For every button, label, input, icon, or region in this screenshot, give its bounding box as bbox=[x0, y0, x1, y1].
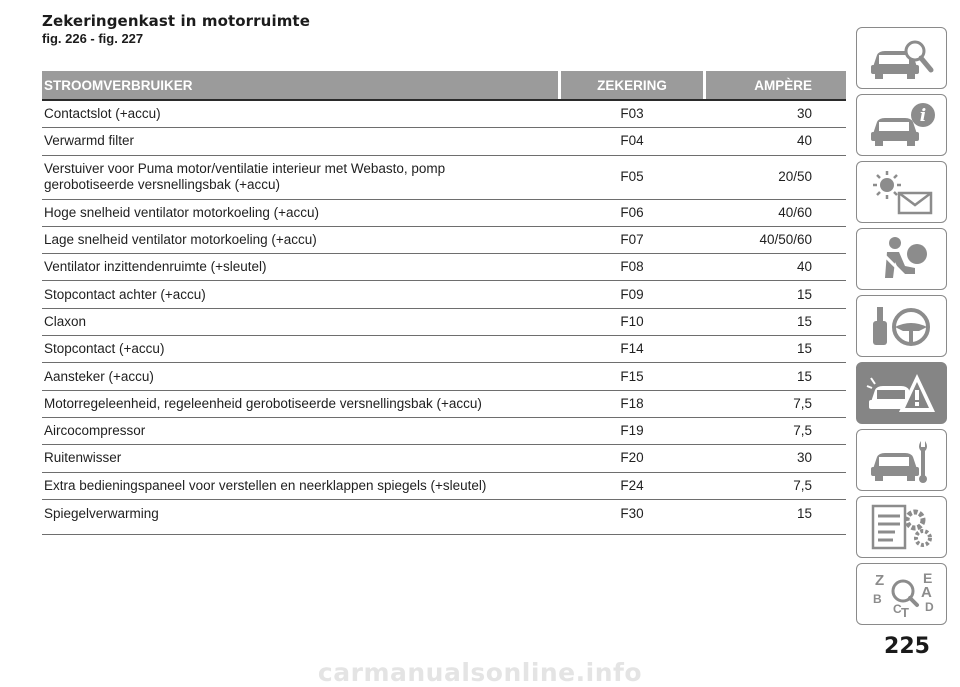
index-letter: B bbox=[872, 592, 882, 606]
car-wrench-icon bbox=[865, 435, 939, 485]
header-consumer: STROOMVERBRUIKER bbox=[42, 71, 558, 99]
cell-fuse: F03 bbox=[620, 106, 644, 122]
cell-fuse: F06 bbox=[620, 204, 644, 220]
cell-fuse: F10 bbox=[620, 313, 644, 329]
cell-ampere: 30 bbox=[796, 450, 812, 466]
table-header bbox=[42, 71, 846, 101]
cell-fuse: F15 bbox=[620, 368, 644, 384]
car-info-icon bbox=[865, 100, 939, 150]
cell-fuse: F19 bbox=[620, 423, 644, 439]
table-row bbox=[42, 227, 846, 254]
cell-fuse: F18 bbox=[620, 395, 644, 411]
car-warning-triangle-icon bbox=[865, 368, 939, 418]
table-row bbox=[42, 363, 846, 390]
header-fuse: ZEKERING bbox=[561, 71, 703, 99]
cell-consumer: Motorregeleenheid, regeleenheid gerobotiseerde versnellingsbak (+accu) bbox=[44, 395, 482, 411]
cell-fuse: F07 bbox=[620, 232, 644, 248]
cell-ampere: 40 bbox=[796, 259, 812, 275]
cell-consumer: Verwarmd filter bbox=[44, 133, 135, 149]
cell-consumer: Lage snelheid ventilator motorkoeling (+accu) bbox=[44, 232, 317, 248]
index-letter: C bbox=[892, 602, 902, 616]
index-letter: A bbox=[920, 584, 932, 601]
cell-fuse: F04 bbox=[620, 133, 644, 149]
figure-reference: fig. 226 - fig. 227 bbox=[42, 31, 144, 46]
key-steering-wheel-icon bbox=[865, 301, 939, 351]
index-letter: Z bbox=[874, 572, 884, 589]
cell-consumer: Stopcontact achter (+accu) bbox=[44, 286, 206, 302]
tab-specifications[interactable] bbox=[856, 496, 947, 558]
page-number: 225 bbox=[884, 634, 930, 659]
cell-ampere: 30 bbox=[796, 106, 812, 122]
index-letter: T bbox=[900, 605, 909, 619]
cell-consumer: Aansteker (+accu) bbox=[44, 368, 154, 384]
cell-consumer: Hoge snelheid ventilator motorkoeling (+accu) bbox=[44, 204, 320, 220]
specifications-gear-icon bbox=[865, 502, 939, 552]
cell-fuse: F30 bbox=[620, 505, 644, 521]
cell-ampere: 7,5 bbox=[793, 395, 812, 411]
tab-car-wrench[interactable] bbox=[856, 429, 947, 491]
cell-consumer-line: Verstuiver voor Puma motor/ventilatie interieur met Webasto, pomp bbox=[44, 161, 446, 177]
index-letter: D bbox=[924, 600, 934, 614]
table-row bbox=[42, 500, 846, 535]
table-row bbox=[42, 254, 846, 281]
tab-key-steering-wheel[interactable] bbox=[856, 295, 947, 357]
table-row bbox=[42, 281, 846, 308]
cell-ampere: 15 bbox=[796, 341, 812, 357]
airbag-seat-icon bbox=[865, 234, 939, 284]
cell-consumer: Ventilator inzittendenruimte (+sleutel) bbox=[44, 259, 267, 275]
cell-ampere: 40/60 bbox=[778, 204, 812, 220]
tab-alphabetical-index[interactable] bbox=[856, 563, 947, 625]
cell-ampere: 15 bbox=[796, 286, 812, 302]
fuse-table bbox=[42, 71, 846, 535]
cell-consumer-line: gerobotiseerde versnellingsbak (+accu) bbox=[44, 177, 281, 193]
table-row bbox=[42, 473, 846, 500]
chapter-nav bbox=[856, 27, 947, 630]
tab-car-info[interactable] bbox=[856, 94, 947, 156]
cell-ampere: 40/50/60 bbox=[759, 232, 812, 248]
cell-fuse: F08 bbox=[620, 259, 644, 275]
lights-message-icon bbox=[865, 167, 939, 217]
cell-consumer: Stopcontact (+accu) bbox=[44, 341, 165, 357]
cell-fuse: F05 bbox=[620, 169, 644, 185]
page-heading bbox=[42, 12, 310, 46]
svg-text:i: i bbox=[919, 106, 926, 126]
tab-airbag-seat[interactable] bbox=[856, 228, 947, 290]
header-ampere: AMPÈRE bbox=[706, 71, 846, 99]
cell-consumer: Contactslot (+accu) bbox=[44, 106, 161, 122]
watermark: carmanualsonline.info bbox=[317, 658, 643, 687]
cell-fuse: F20 bbox=[620, 450, 644, 466]
cell-consumer: Ruitenwisser bbox=[44, 450, 122, 466]
table-row bbox=[42, 200, 846, 227]
table-row bbox=[42, 391, 846, 418]
cell-fuse: F14 bbox=[620, 341, 644, 357]
alphabetical-index-icon bbox=[865, 569, 939, 619]
tab-car-warning-triangle[interactable] bbox=[856, 362, 947, 424]
cell-fuse: F09 bbox=[620, 286, 644, 302]
cell-ampere: 7,5 bbox=[793, 423, 812, 439]
car-search-icon bbox=[865, 33, 939, 83]
table-row bbox=[42, 445, 846, 472]
cell-fuse: F24 bbox=[620, 477, 644, 493]
table-row bbox=[42, 336, 846, 363]
cell-ampere: 15 bbox=[796, 313, 812, 329]
section-title: Zekeringenkast in motorruimte bbox=[42, 12, 310, 30]
cell-ampere: 15 bbox=[796, 368, 812, 384]
tab-car-search[interactable] bbox=[856, 27, 947, 89]
table-row bbox=[42, 156, 846, 200]
cell-consumer: Aircocompressor bbox=[44, 423, 146, 439]
cell-ampere: 15 bbox=[796, 505, 812, 521]
cell-consumer: Claxon bbox=[44, 313, 87, 329]
cell-consumer: Extra bedieningspaneel voor verstellen en neerklappen spiegels (+sleutel) bbox=[44, 477, 487, 493]
table-row bbox=[42, 101, 846, 128]
table-row bbox=[42, 128, 846, 155]
table-row bbox=[42, 418, 846, 445]
table-row bbox=[42, 309, 846, 336]
cell-consumer bbox=[42, 161, 558, 193]
index-letter: E bbox=[922, 570, 932, 586]
cell-ampere: 20/50 bbox=[778, 169, 812, 185]
cell-consumer: Spiegelverwarming bbox=[44, 505, 159, 521]
cell-ampere: 7,5 bbox=[793, 477, 812, 493]
tab-lights-message[interactable] bbox=[856, 161, 947, 223]
cell-ampere: 40 bbox=[796, 133, 812, 149]
